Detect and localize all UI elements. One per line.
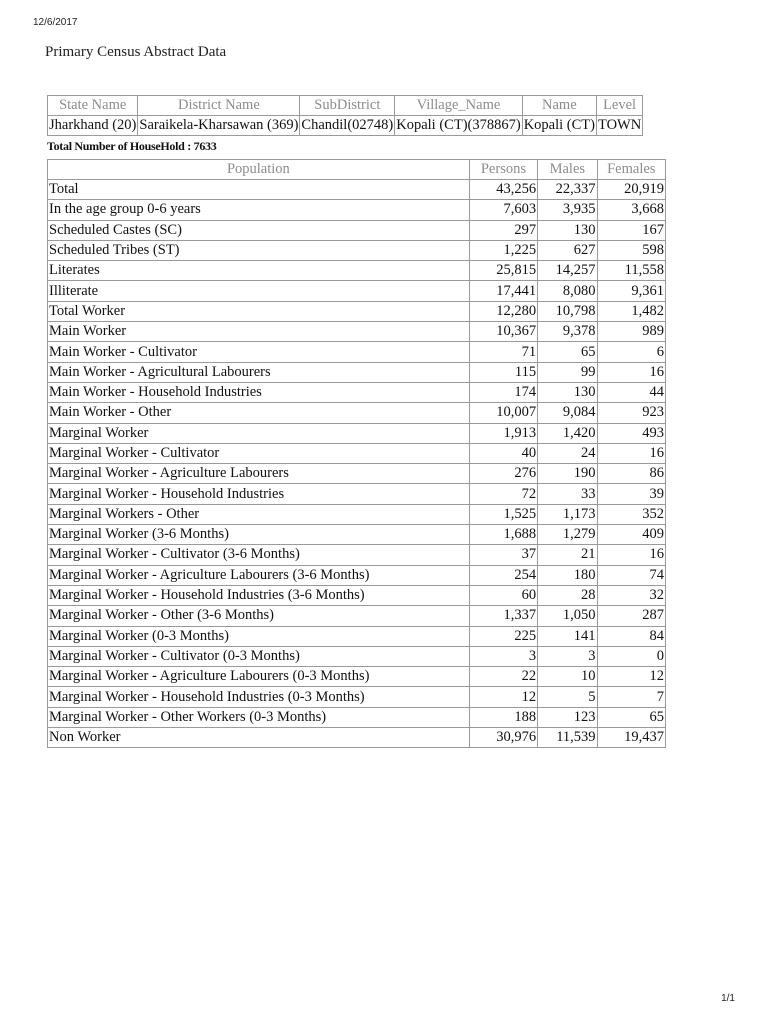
persons-value: 71	[469, 342, 537, 362]
row-label: Marginal Worker - Cultivator (0-3 Months)	[48, 646, 470, 666]
males-value: 99	[538, 362, 597, 382]
males-value: 141	[538, 626, 597, 646]
females-value: 3,668	[597, 200, 665, 220]
row-label: Main Worker	[48, 322, 470, 342]
row-label: Marginal Worker - Other Workers (0-3 Months)	[48, 707, 470, 727]
males-value: 14,257	[538, 261, 597, 281]
location-info-row	[48, 116, 643, 136]
table-row	[48, 220, 666, 240]
level-value: TOWN	[596, 116, 642, 136]
table-row	[48, 322, 666, 342]
persons-value: 1,913	[469, 423, 537, 443]
persons-value: 1,225	[469, 240, 537, 260]
males-value: 130	[538, 382, 597, 402]
males-value: 627	[538, 240, 597, 260]
females-value: 20,919	[597, 180, 665, 200]
males-value: 9,084	[538, 403, 597, 423]
males-value: 1,173	[538, 504, 597, 524]
persons-value: 17,441	[469, 281, 537, 301]
males-value: 1,050	[538, 606, 597, 626]
table-row	[48, 707, 666, 727]
row-label: Total	[48, 180, 470, 200]
males-value: 130	[538, 220, 597, 240]
females-value: 19,437	[597, 728, 665, 748]
males-value: 65	[538, 342, 597, 362]
print-date: 12/6/2017	[33, 17, 78, 28]
persons-value: 60	[469, 585, 537, 605]
row-label: Marginal Worker (3-6 Months)	[48, 525, 470, 545]
females-value: 0	[597, 646, 665, 666]
row-label: Total Worker	[48, 301, 470, 321]
household-count: Total Number of HouseHold : 7633	[47, 139, 217, 153]
persons-value: 72	[469, 484, 537, 504]
header-name: Name	[522, 96, 596, 116]
row-label: Illiterate	[48, 281, 470, 301]
row-label: Marginal Worker	[48, 423, 470, 443]
table-row	[48, 180, 666, 200]
females-value: 923	[597, 403, 665, 423]
persons-value: 1,688	[469, 525, 537, 545]
persons-value: 40	[469, 443, 537, 463]
females-value: 352	[597, 504, 665, 524]
population-header-row	[48, 160, 666, 180]
persons-value: 254	[469, 565, 537, 585]
row-label: Marginal Worker - Other (3-6 Months)	[48, 606, 470, 626]
males-value: 10,798	[538, 301, 597, 321]
males-value: 11,539	[538, 728, 597, 748]
males-value: 9,378	[538, 322, 597, 342]
row-label: Marginal Worker - Agriculture Labourers (0-3 Months)	[48, 667, 470, 687]
row-label: Non Worker	[48, 728, 470, 748]
name-value: Kopali (CT)	[522, 116, 596, 136]
males-value: 123	[538, 707, 597, 727]
header-subdistrict: SubDistrict	[300, 96, 395, 116]
table-row	[48, 403, 666, 423]
persons-value: 12	[469, 687, 537, 707]
persons-value: 37	[469, 545, 537, 565]
persons-value: 174	[469, 382, 537, 402]
persons-value: 276	[469, 464, 537, 484]
table-row	[48, 362, 666, 382]
table-row	[48, 342, 666, 362]
females-value: 12	[597, 667, 665, 687]
females-value: 989	[597, 322, 665, 342]
row-label: Literates	[48, 261, 470, 281]
persons-value: 43,256	[469, 180, 537, 200]
females-value: 287	[597, 606, 665, 626]
population-table-body	[48, 180, 666, 748]
females-value: 44	[597, 382, 665, 402]
table-row	[48, 464, 666, 484]
location-info-header-row	[48, 96, 643, 116]
males-value: 1,420	[538, 423, 597, 443]
males-value: 33	[538, 484, 597, 504]
males-value: 28	[538, 585, 597, 605]
page-title: Primary Census Abstract Data	[45, 44, 227, 60]
table-row	[48, 626, 666, 646]
row-label: Marginal Worker - Cultivator (3-6 Months)	[48, 545, 470, 565]
row-label: Main Worker - Cultivator	[48, 342, 470, 362]
persons-value: 115	[469, 362, 537, 382]
row-label: Main Worker - Household Industries	[48, 382, 470, 402]
persons-value: 10,007	[469, 403, 537, 423]
table-row	[48, 646, 666, 666]
males-value: 22,337	[538, 180, 597, 200]
males-value: 5	[538, 687, 597, 707]
header-village-name: Village_Name	[395, 96, 522, 116]
females-value: 7	[597, 687, 665, 707]
males-value: 1,279	[538, 525, 597, 545]
table-row	[48, 240, 666, 260]
females-value: 16	[597, 443, 665, 463]
females-value: 9,361	[597, 281, 665, 301]
table-row	[48, 484, 666, 504]
females-value: 11,558	[597, 261, 665, 281]
table-row	[48, 261, 666, 281]
row-label: Main Worker - Other	[48, 403, 470, 423]
table-row	[48, 667, 666, 687]
persons-value: 188	[469, 707, 537, 727]
district-name-value: Saraikela-Kharsawan (369)	[138, 116, 300, 136]
males-value: 3	[538, 646, 597, 666]
males-value: 3,935	[538, 200, 597, 220]
row-label: Marginal Worker - Cultivator	[48, 443, 470, 463]
females-value: 86	[597, 464, 665, 484]
persons-value: 12,280	[469, 301, 537, 321]
table-row	[48, 382, 666, 402]
persons-value: 7,603	[469, 200, 537, 220]
persons-value: 30,976	[469, 728, 537, 748]
row-label: Marginal Worker - Agriculture Labourers (3-6 Months)	[48, 565, 470, 585]
table-row	[48, 423, 666, 443]
row-label: In the age group 0-6 years	[48, 200, 470, 220]
females-value: 493	[597, 423, 665, 443]
table-row	[48, 545, 666, 565]
persons-value: 25,815	[469, 261, 537, 281]
males-value: 24	[538, 443, 597, 463]
males-value: 8,080	[538, 281, 597, 301]
table-row	[48, 565, 666, 585]
header-females: Females	[597, 160, 665, 180]
table-row	[48, 687, 666, 707]
females-value: 167	[597, 220, 665, 240]
header-district-name: District Name	[138, 96, 300, 116]
header-state-name: State Name	[48, 96, 138, 116]
females-value: 65	[597, 707, 665, 727]
row-label: Scheduled Castes (SC)	[48, 220, 470, 240]
population-table	[47, 159, 666, 748]
table-row	[48, 728, 666, 748]
females-value: 32	[597, 585, 665, 605]
header-population: Population	[48, 160, 470, 180]
males-value: 10	[538, 667, 597, 687]
header-level: Level	[596, 96, 642, 116]
males-value: 190	[538, 464, 597, 484]
females-value: 74	[597, 565, 665, 585]
subdistrict-value: Chandil(02748)	[300, 116, 395, 136]
location-info-table	[47, 95, 643, 136]
females-value: 39	[597, 484, 665, 504]
persons-value: 1,337	[469, 606, 537, 626]
page-number: 1/1	[721, 993, 735, 1004]
table-row	[48, 585, 666, 605]
females-value: 598	[597, 240, 665, 260]
row-label: Marginal Worker - Agriculture Labourers	[48, 464, 470, 484]
table-row	[48, 606, 666, 626]
table-row	[48, 281, 666, 301]
persons-value: 297	[469, 220, 537, 240]
village-name-value: Kopali (CT)(378867)	[395, 116, 522, 136]
row-label: Marginal Workers - Other	[48, 504, 470, 524]
row-label: Main Worker - Agricultural Labourers	[48, 362, 470, 382]
row-label: Marginal Worker - Household Industries (3-6 Months)	[48, 585, 470, 605]
table-row	[48, 301, 666, 321]
table-row	[48, 525, 666, 545]
row-label: Scheduled Tribes (ST)	[48, 240, 470, 260]
table-row	[48, 504, 666, 524]
row-label: Marginal Worker (0-3 Months)	[48, 626, 470, 646]
header-males: Males	[538, 160, 597, 180]
persons-value: 3	[469, 646, 537, 666]
males-value: 21	[538, 545, 597, 565]
table-row	[48, 443, 666, 463]
females-value: 16	[597, 545, 665, 565]
state-name-value: Jharkhand (20)	[48, 116, 138, 136]
table-row	[48, 200, 666, 220]
persons-value: 1,525	[469, 504, 537, 524]
females-value: 6	[597, 342, 665, 362]
males-value: 180	[538, 565, 597, 585]
females-value: 16	[597, 362, 665, 382]
row-label: Marginal Worker - Household Industries (0-3 Months)	[48, 687, 470, 707]
persons-value: 22	[469, 667, 537, 687]
females-value: 1,482	[597, 301, 665, 321]
persons-value: 225	[469, 626, 537, 646]
females-value: 409	[597, 525, 665, 545]
females-value: 84	[597, 626, 665, 646]
persons-value: 10,367	[469, 322, 537, 342]
row-label: Marginal Worker - Household Industries	[48, 484, 470, 504]
header-persons: Persons	[469, 160, 537, 180]
